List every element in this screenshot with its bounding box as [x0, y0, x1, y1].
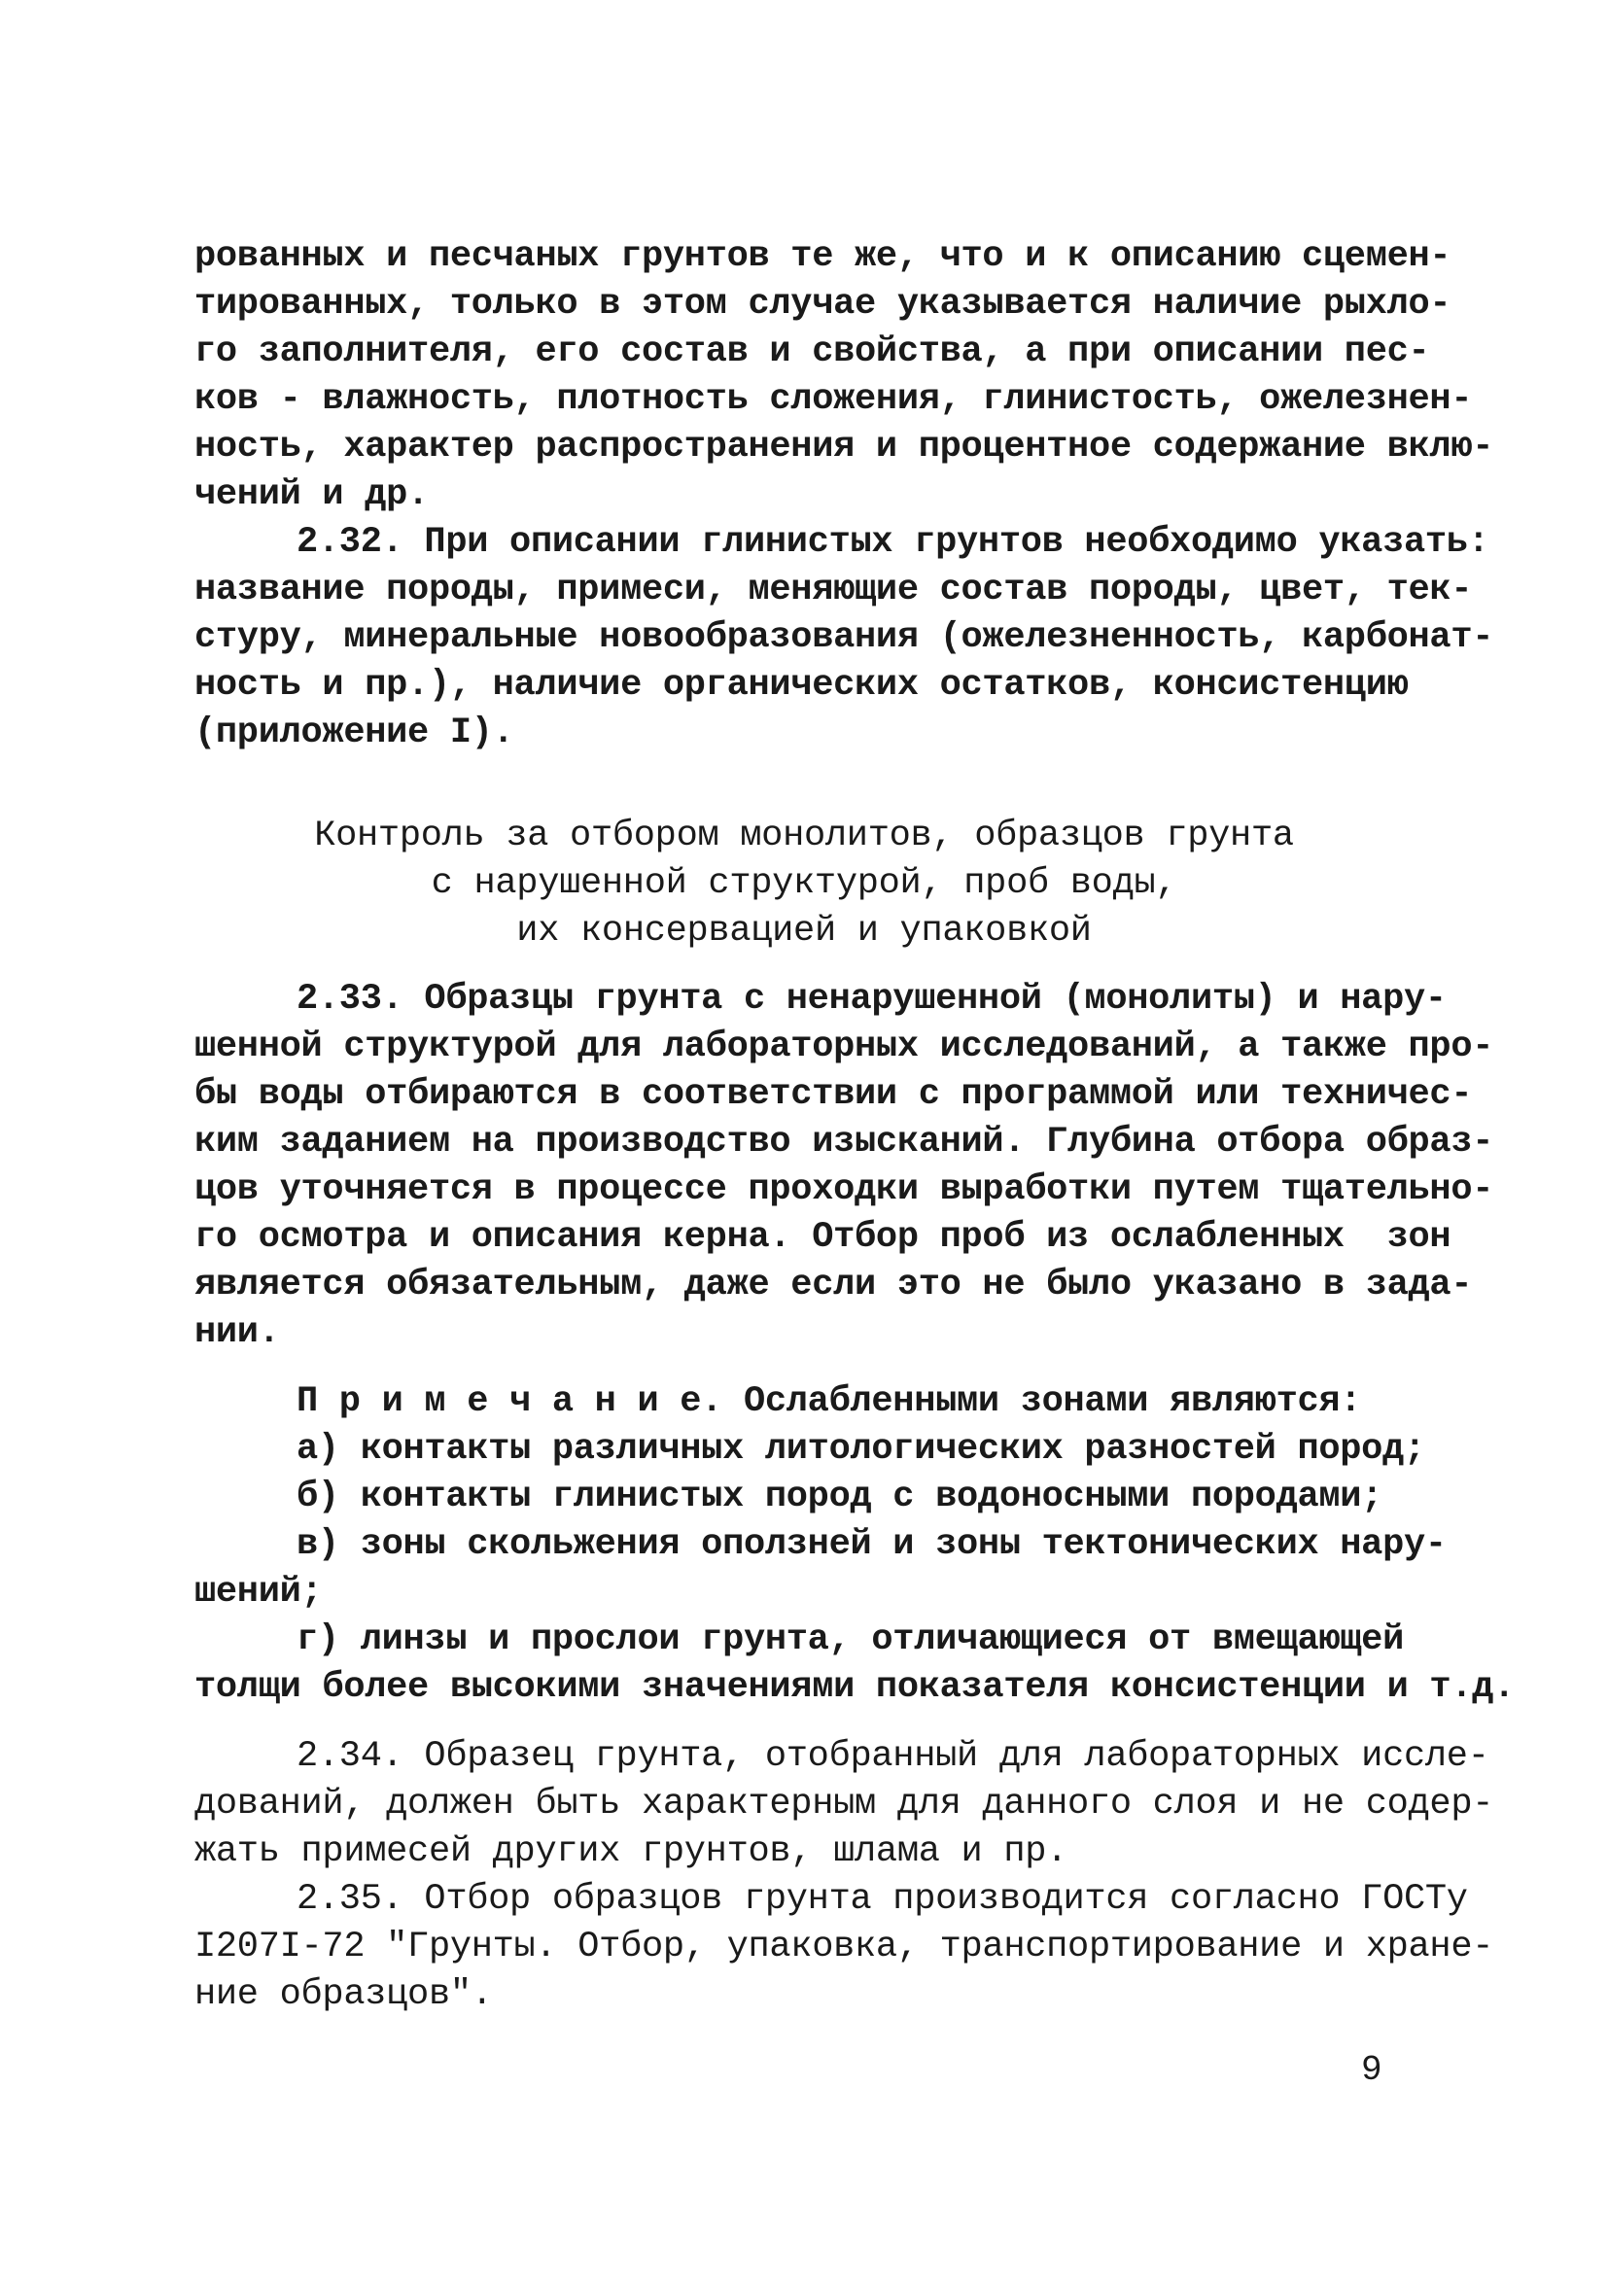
note-item-c: в) зоны скольжения оползней и зоны тектонических нару- — [297, 1524, 1447, 1565]
paragraph-2-34-first-line: 2.34. Образец грунта, отобранный для лабораторных иссле- — [297, 1736, 1489, 1777]
text-line: рованных и песчаных грунтов те же, что и к описанию сцемен- — [194, 236, 1451, 277]
text-line: ность, характер распространения и процентное содержание вклю- — [194, 427, 1494, 468]
text-line: стуру, минеральные новообразования (ожелезненность, карбонат- — [194, 617, 1494, 658]
text-line: I207I-72 "Грунты. Отбор, упаковка, транспортирование и хране- — [194, 1927, 1494, 1967]
text-line: жать примесей других грунтов, шлама и пр. — [194, 1831, 1068, 1872]
text-line: является обязательным, даже если это не было указано в зада- — [194, 1265, 1473, 1305]
text-line: бы воды отбираются в соответствии с программой или техничес- — [194, 1074, 1473, 1115]
note-item-d: г) линзы и прослои грунта, отличающиеся от вмещающей — [297, 1619, 1404, 1660]
text-line: толщи более высокими значениями показателя консистенции и т.д. — [194, 1667, 1516, 1708]
paragraph-2-32-first-line: 2.32. При описании глинистых грунтов необходимо указать: — [297, 522, 1489, 563]
text-line: нии. — [194, 1312, 280, 1353]
text-line: шенной структурой для лабораторных исследований, а также про- — [194, 1026, 1494, 1067]
note-item-b: б) контакты глинистых пород с водоносными породами; — [297, 1477, 1383, 1517]
section-heading-line: с нарушенной структурой, проб воды, — [431, 863, 1177, 904]
text-line: ким заданием на производство изысканий. Глубина отбора образ- — [194, 1122, 1494, 1163]
text-line: чений и др. — [194, 474, 429, 515]
text-line: ков - влажность, плотность сложения, глинистость, ожелезнен- — [194, 379, 1473, 420]
text-line: ние образцов". — [194, 1974, 493, 2015]
section-heading-line: их консервацией и упаковкой — [516, 911, 1092, 952]
text-line: го осмотра и описания керна. Отбор проб из ослабленных зон — [194, 1217, 1451, 1258]
text-line: название породы, примеси, меняющие состав породы, цвет, тек- — [194, 570, 1473, 610]
text-line: шений; — [194, 1572, 323, 1613]
text-line: (приложение I). — [194, 713, 514, 753]
section-heading-line: Контроль за отбором монолитов, образцов грунта — [314, 816, 1294, 856]
text-line: тированных, только в этом случае указывается наличие рыхло- — [194, 284, 1451, 325]
paragraph-2-33-first-line: 2.33. Образцы грунта с ненарушенной (монолиты) и нару- — [297, 979, 1447, 1020]
note-item-a: а) контакты различных литологических разностей пород; — [297, 1429, 1425, 1470]
text-line: го заполнителя, его состав и свойства, а при описании пес- — [194, 331, 1430, 372]
page-number: 9 — [1361, 2050, 1382, 2090]
text-line: ность и пр.), наличие органических остатков, консистенцию — [194, 665, 1409, 706]
text-line: дований, должен быть характерным для данного слоя и не содер- — [194, 1784, 1494, 1825]
note-heading-line: П р и м е ч а н и е. Ослабленными зонами являются: — [297, 1381, 1362, 1422]
paragraph-2-35-first-line: 2.35. Отбор образцов грунта производится согласно ГОСТу — [297, 1879, 1468, 1920]
text-line: цов уточняется в процессе проходки выработки путем тщательно- — [194, 1169, 1494, 1210]
